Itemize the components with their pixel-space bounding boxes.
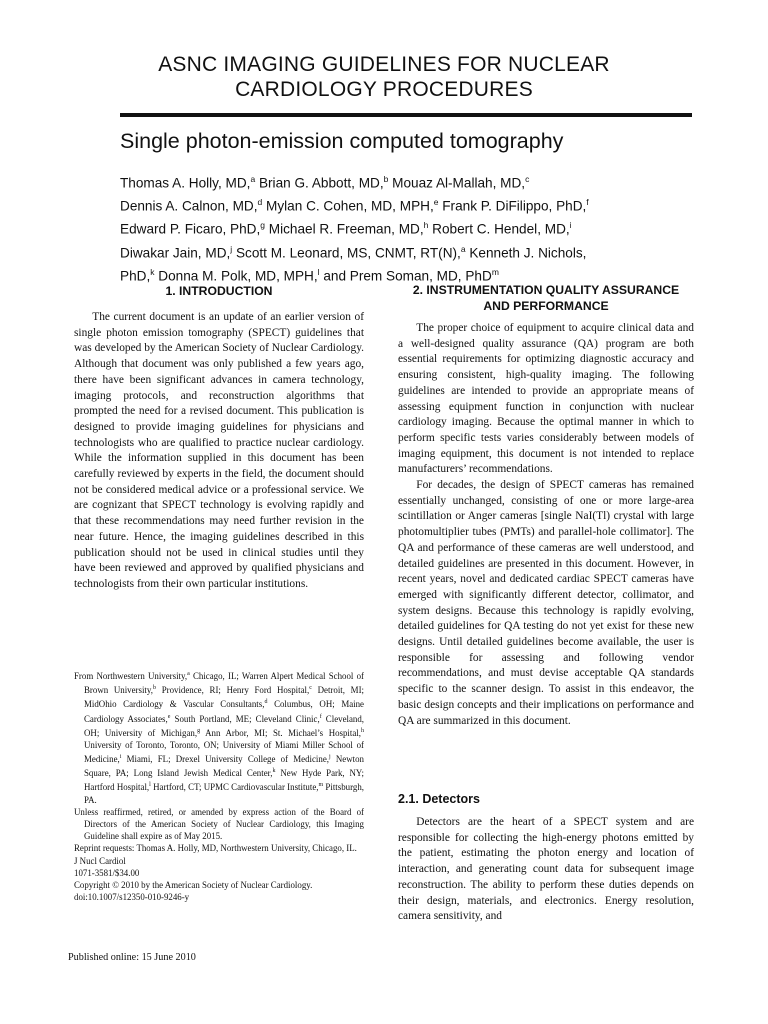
author-line-4: Diwakar Jain, MD,$^j$ Scott M. Leonard, MS, CNMT, RT(N),$^a$ Kenneth J. Nichols, (120, 243, 587, 261)
published-online: Published online: 15 June 2010 (68, 952, 196, 963)
journal-name: J Nucl Cardiol (74, 855, 126, 866)
journal-title-line-2: CARDIOLOGY PROCEDURES (235, 78, 533, 101)
author-line-5: PhD,$^k$ Donna M. Polk, MD, MPH,$^l$ and Prem Soman, MD, PhD$^m$ (120, 266, 499, 284)
intro-column (74, 310, 364, 593)
journal-section-title (60, 52, 708, 102)
copyright-line: Copyright © 2010 by the American Society of Nuclear Cardiology. (74, 880, 313, 890)
section2-paragraph-2: For decades, the design of SPECT cameras has remained essentially unchanged, consisting of one or more large-area scintillation or Anger cameras [single NaI(Tl) crystal with large photomultiplier tubes (PMTs) and parallel-hole collimator]. The QA and performance of these cameras are well understood, and detailed guidelines are presented in this document. However, in recent years, novel and dedicated cardiac SPECT cameras have emerged with significantly different detector, collimator, and system designs. Because this technology is rapidly evolving, detailed guidelines for QA testing do not yet exist for these new designs. Until detailed guidelines become available, the user is responsible for assessing and following vendor recommendations, and must devise acceptable QA standards specific to the scanner design. To assist in this endeavor, the basic design concepts and their implications on performance and QA are summarized in this document. (398, 479, 694, 727)
author-line-3: Edward P. Ficaro, PhD,$^g$ Michael R. Freeman, MD,$^h$ Robert C. Hendel, MD,$^i$ (120, 220, 572, 237)
affiliations-footnote (74, 668, 364, 903)
doi-line: doi:10.1007/s12350-010-9246-y (74, 892, 190, 903)
section2-paragraph-1: The proper choice of equipment to acquire clinical data and a well-designed quality assurance (QA) program are both essential requirements for optimizing diagnostic accuracy and ensuring consistent, high-quality imaging. The following guidelines are intended to provide an appropriate means of assessing equipment function in conjunction with nuclear cardiology imaging. Because the optimal manner in which to perform specific tests varies considerably between models of imaging equipment, this document is not intended to replace manufacturers’ recommendations. (398, 322, 694, 476)
journal-title-line-1: ASNC IMAGING GUIDELINES FOR NUCLEAR (158, 53, 610, 76)
article-title: Single photon-emission computed tomography (120, 129, 564, 153)
detectors-column (398, 815, 694, 925)
section2-column (398, 321, 694, 729)
intro-heading: 1. INTRODUCTION (165, 284, 273, 298)
author-line-1: Thomas A. Holly, MD,$^a$ Brian G. Abbott, MD,$^b$ Mouaz Al-Mallah, MD,$^c$ (120, 174, 530, 191)
expiration-note: Unless reaffirmed, retired, or amended by express action of the Board of Directors of the American Society of Nuclear Cardiology, this Imaging Guideline shall expire as of May 2015. (74, 806, 364, 842)
detectors-subheading: 2.1. Detectors (398, 792, 480, 806)
header-rule (120, 113, 692, 117)
intro-paragraph: The current document is an update of an earlier version of single photon emission tomography (SPECT) guidelines that was developed by the American Society of Nuclear Cardiology. Although that document was only published a few years ago, there have been significant advances in camera technology, imaging protocols, and reconstruction algorithms that prompted the need for a revised document. This publication is designed to provide imaging guidelines for physicians and technologists who are qualified to practice nuclear cardiology. While the information supplied in this document has been carefully reviewed by experts in the field, the document should not be considered medical advice or a professional service. We are cognizant that SPECT technology is evolving rapidly and that these recommendations may need further revision in the near future. Hence, the imaging guidelines described in this publication should not be used in clinical studies until they have been reviewed and approved by qualified physicians and technologists from their own particular institutions. (74, 311, 364, 590)
author-line-2: Dennis A. Calnon, MD,$^d$ Mylan C. Cohen, MD, MPH,$^e$ Frank P. DiFilippo, PhD,$^f$ (120, 197, 589, 214)
reprint-requests: Reprint requests: Thomas A. Holly, MD, Northwestern University, Chicago, IL. (74, 843, 357, 854)
issn-price: 1071-3581/$34.00 (74, 867, 140, 878)
detectors-paragraph: Detectors are the heart of a SPECT system and are responsible for collecting the high-energy photons emitted by the patient, estimating the photon energy and location of interaction, and generating count data for subsequent image reconstruction. The ability to perform these duties depends on their design, materials, and electronics. Energy resolution, camera sensitivity, and (398, 816, 694, 923)
author-list (120, 170, 700, 286)
section2-heading: 2. INSTRUMENTATION QUALITY ASSURANCE AND PERFORMANCE (412, 283, 680, 313)
affiliation-list: From Northwestern University,$^a$ Chicago, IL; Warren Alpert Medical School of Brown University,$^b$ Providence, RI; Henry Ford Hospital,$^c$ Detroit, MI; MidOhio Cardiology & Vascular Consultants,$^d$ Columbus, OH; Maine Cardiology Associates,$^e$ South Portland, ME; Cleveland Clinic,$^f$ Cleveland, OH; University of Michigan,$^g$ Ann Arbor, MI; St. Michael’s Hospital,$^h$ University of Toronto, Toronto, ON; University of Miami Miller School of Medicine,$^i$ Miami, FL; Drexel University College of Medicine,$^j$ Newton Square, PA; Long Island Jewish Medical Center,$^k$ New Hyde Park, NY; Hartford Hospital,$^l$ Hartford, CT; UPMC Cardiovascular Institute,$^m$ Pittsburgh, PA. (74, 670, 365, 805)
